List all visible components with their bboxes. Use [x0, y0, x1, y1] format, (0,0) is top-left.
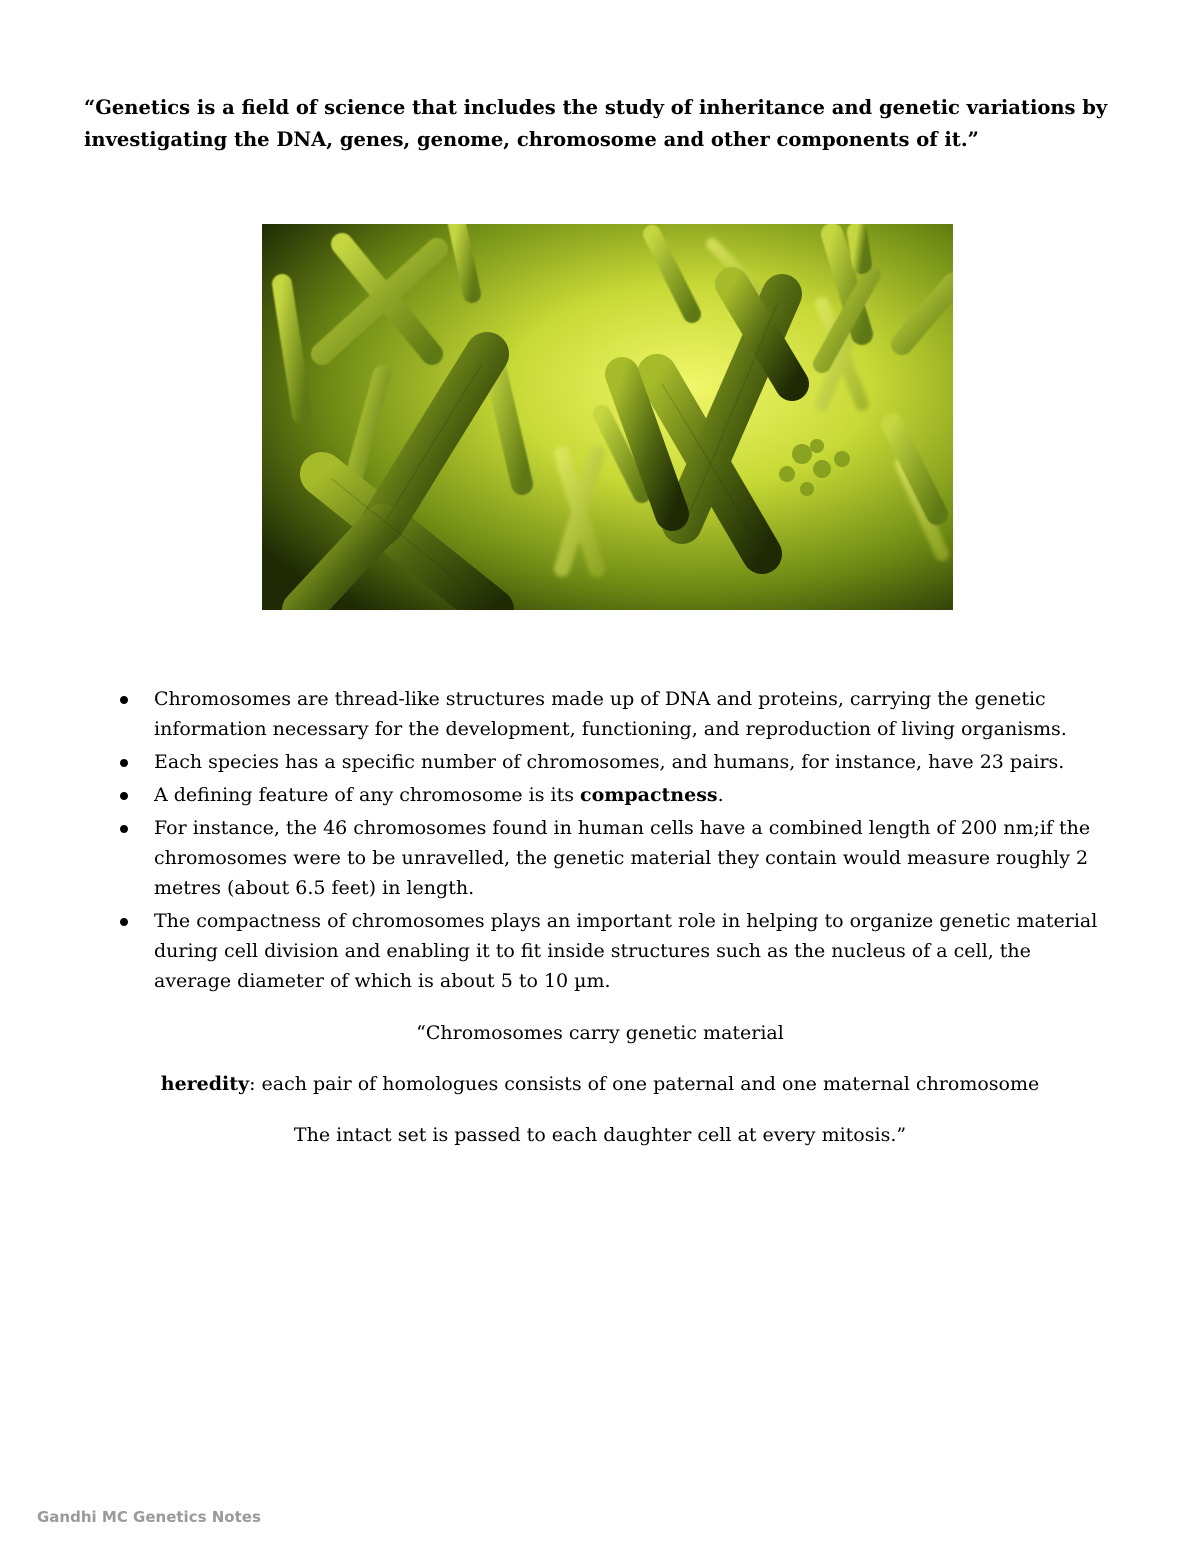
bullet-dot-icon [120, 792, 128, 800]
list-item [154, 684, 1104, 744]
bullet-list [154, 684, 1104, 999]
list-item [154, 906, 1104, 996]
closing-line-1: “Chromosomes carry genetic material [416, 1022, 784, 1044]
bullet-text-before: A defining feature of any chromosome is its [154, 784, 580, 806]
bullet-dot-icon [120, 825, 128, 833]
bullet-text: For instance, the 46 chromosomes found in human cells have a combined length of 200 nm;if the chromosomes were to be unravelled, the genetic material they contain would measure roughly 2 metres (about 6.5 feet) in length. [154, 817, 1091, 899]
bullet-text: The compactness of chromosomes plays an important role in helping to organize genetic material during cell division and enabling it to fit inside structures such as the nucleus of a cell, the average diameter of which is about 5 to 10 µm. [154, 910, 1098, 992]
bullet-dot-icon [120, 696, 128, 704]
bullet-text: Each species has a specific number of chromosomes, and humans, for instance, have 23 pairs. [154, 751, 1065, 773]
list-item [154, 747, 1104, 777]
intro-quote: “Genetics is a field of science that includes the study of inheritance and genetic variations by investigating the DNA, genes, genome, chromosome and other components of it.” [84, 96, 1108, 151]
bullet-dot-icon [120, 759, 128, 767]
heredity-definition: : each pair of homologues consists of one paternal and one maternal chromosome [249, 1073, 1040, 1095]
footer-text: Gandhi MC Genetics Notes [37, 1508, 261, 1526]
bullet-dot-icon [120, 918, 128, 926]
bullet-text: Chromosomes are thread-like structures made up of DNA and proteins, carrying the genetic information necessary for the development, functioning, and reproduction of living organisms. [154, 688, 1067, 740]
chromosome-image [262, 224, 953, 610]
list-item [154, 813, 1104, 903]
list-item [154, 780, 1104, 810]
chromosome-illustration [262, 224, 953, 610]
bullet-text-after: . [717, 784, 724, 806]
closing-line-3: The intact set is passed to each daughter cell at every mitosis.” [293, 1124, 907, 1146]
heredity-term: heredity [160, 1073, 250, 1095]
closing-line-2 [0, 1069, 1200, 1099]
bullet-bold-term: compactness [580, 784, 718, 806]
